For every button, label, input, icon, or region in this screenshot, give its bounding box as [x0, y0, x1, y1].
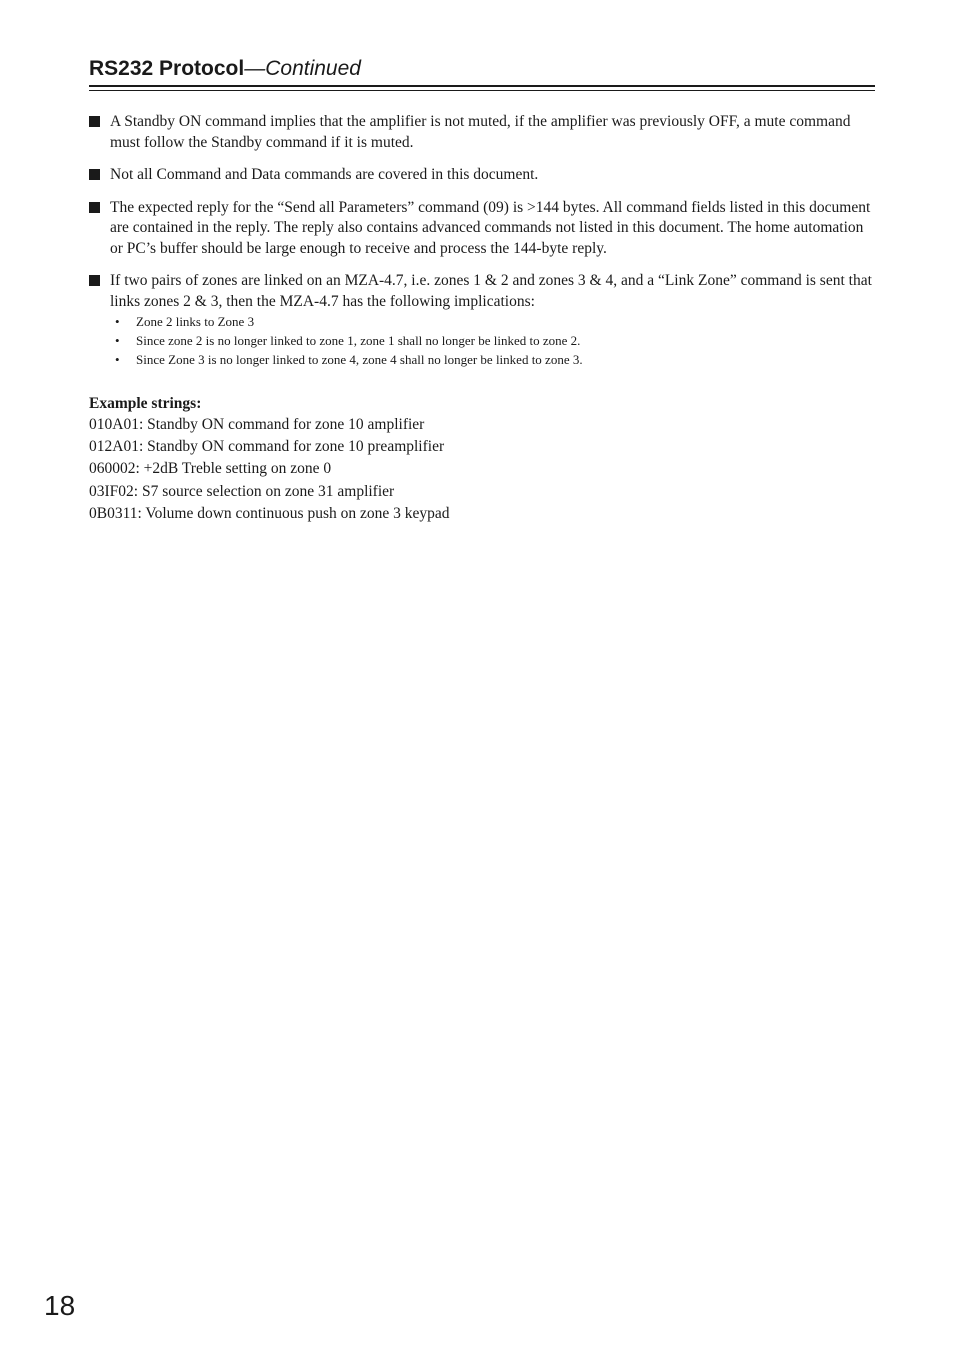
example-line: 0B0311: Volume down continuous push on zone 3 keypad — [89, 504, 450, 522]
page-title-continued: —Continued — [244, 57, 361, 80]
round-bullet-icon: • — [115, 352, 120, 367]
note-text: If two pairs of zones are linked on an MZA-4.7, i.e. zones 1 & 2 and zones 3 & 4, and a “Link Zone” command is sent that links zones 2 & 3, then the MZA-4.7 has the following implications: — [110, 272, 872, 310]
list-item: • Since Zone 3 is no longer linked to zone 4, zone 4 shall no longer be linked to zone 3. — [115, 352, 583, 367]
page-title — [89, 56, 361, 82]
note-text: The expected reply for the “Send all Parameters” command (09) is >144 bytes. All command fields listed in this document are contained in the reply. The reply also contains advanced commands not listed in this document. The home automation or PC’s buffer should be large enough to receive and process the 144-byte reply. — [110, 198, 871, 257]
note-item — [89, 271, 875, 369]
examples-heading: Example strings: — [89, 395, 202, 412]
page-title-main: RS232 Protocol — [89, 57, 245, 80]
note-item — [89, 198, 875, 260]
example-line: 010A01: Standby ON command for zone 10 amplifier — [89, 416, 425, 433]
note-text: A Standby ON command implies that the amplifier is not muted, if the amplifier was previously OFF, a mute command must follow the Standby command if it is muted. — [110, 113, 851, 151]
implications-list — [110, 312, 875, 369]
example-strings — [89, 394, 875, 525]
note-item — [89, 112, 875, 153]
list-item: • Zone 2 links to Zone 3 — [115, 314, 255, 329]
square-bullet-icon — [89, 202, 100, 213]
example-line: 060002: +2dB Treble setting on zone 0 — [89, 460, 332, 478]
round-bullet-icon: • — [115, 333, 120, 348]
example-line: 012A01: Standby ON command for zone 10 preamplifier — [89, 438, 445, 456]
header-rule-thin — [89, 90, 875, 91]
note-item — [89, 165, 875, 186]
list-item: • Since zone 2 is no longer linked to zone 1, zone 1 shall no longer be linked to zone 2. — [115, 333, 581, 348]
note-text: Not all Command and Data commands are covered in this document. — [110, 166, 539, 183]
content-body — [89, 112, 875, 525]
square-bullet-icon — [89, 275, 100, 286]
round-bullet-icon: • — [115, 314, 120, 329]
example-line: 03IF02: S7 source selection on zone 31 amplifier — [89, 482, 395, 500]
square-bullet-icon — [89, 116, 100, 127]
page-number: 18 — [44, 1290, 76, 1321]
square-bullet-icon — [89, 169, 100, 180]
header-rule-thick — [89, 85, 875, 87]
